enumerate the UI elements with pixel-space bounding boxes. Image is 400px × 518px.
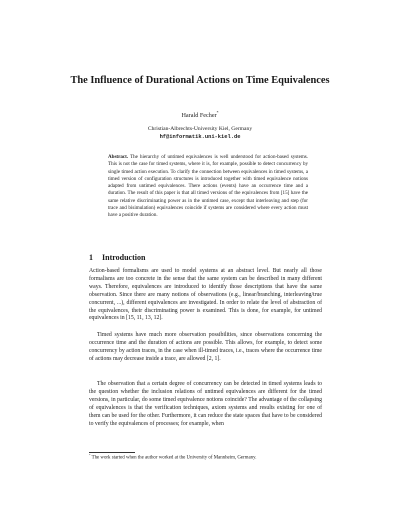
- section-heading: [89, 253, 319, 263]
- footnote-mark: *: [89, 453, 91, 457]
- footnote-text: The work started when the author worked at the University of Mannheim, Germany.: [91, 455, 257, 461]
- author-name: [0, 112, 400, 120]
- section-number: 1: [89, 253, 93, 262]
- body-paragraph: The observation that a certain degree of concurrency can be detected in timed systems leads to the question whether the inclusion relations of untimed equivalences are different for the timed versions, in particular, do some timed equivalence notions coincide? The advantage of the collapsing of equivalences is that the verification techniques, axiom systems and results existing for one of them can be used for the other. Furthermore, it can reduce the state spaces that have to be considered to verify the equivalences of processes; for example, when: [89, 381, 322, 427]
- author-email: hf@informatik.uni-kiel.de: [159, 134, 241, 140]
- footnote: [89, 455, 322, 462]
- author-footnote-mark: *: [216, 110, 219, 115]
- abstract: [108, 154, 308, 220]
- abstract-label: Abstract.: [108, 154, 129, 160]
- section-title: Introduction: [102, 253, 146, 262]
- body-paragraph: Timed systems have much more observation possibilities, since observations concerning the occurrence time and the duration of actions are possible. This allows, for example, to detect some concurrency by action traces, in the case when ill-timed traces, i.e., traces where the occurrence time of actions may decrease inside a trace, are allowed [2, 1].: [89, 332, 322, 362]
- author-name-text: Harald Fecher: [181, 112, 217, 119]
- author-affiliation: Christian-Albrechts-University Kiel, Germany: [147, 126, 253, 132]
- abstract-text: The hierarchy of untimed equivalences is well understood for action-based systems. This is not the case for timed systems, where it is, for example, possible to detect concurrency by single timed action execution. To clarify the connection between equivalences in timed systems, a timed version of configuration structures is introduced together with timed equivalence notions adapted from untimed equivalences. There actions (events) have an occurrence time and a duration. The result of this paper is that all timed versions of the equivalences from [15] have the same relative discriminating power as in the untimed case, except that interleaving and step (for trace and bisimulation) equivalences coincide if systems are considered where every action must have a positive duration.: [108, 154, 308, 219]
- footnote-divider: [89, 452, 135, 453]
- paper-title: The Influence of Durational Actions on Time Equivalences: [70, 75, 330, 86]
- body-paragraph: Action-based formalisms are used to model systems at an abstract level. But nearly all those formalisms are too concrete in the sense that the same system can be described in many different ways. Therefore, equivalences are introduced to identify those descriptions that have the same observation. Since there are many notions of observations (e.g., linear/branching, interleaving/true concurrent, ...), different equivalences are investigated. In order to relate the level of abstraction of the equivalences, their discriminating power is examined. This is done, for example, for untimed equivalences in [15, 11, 13, 12].: [89, 268, 322, 322]
